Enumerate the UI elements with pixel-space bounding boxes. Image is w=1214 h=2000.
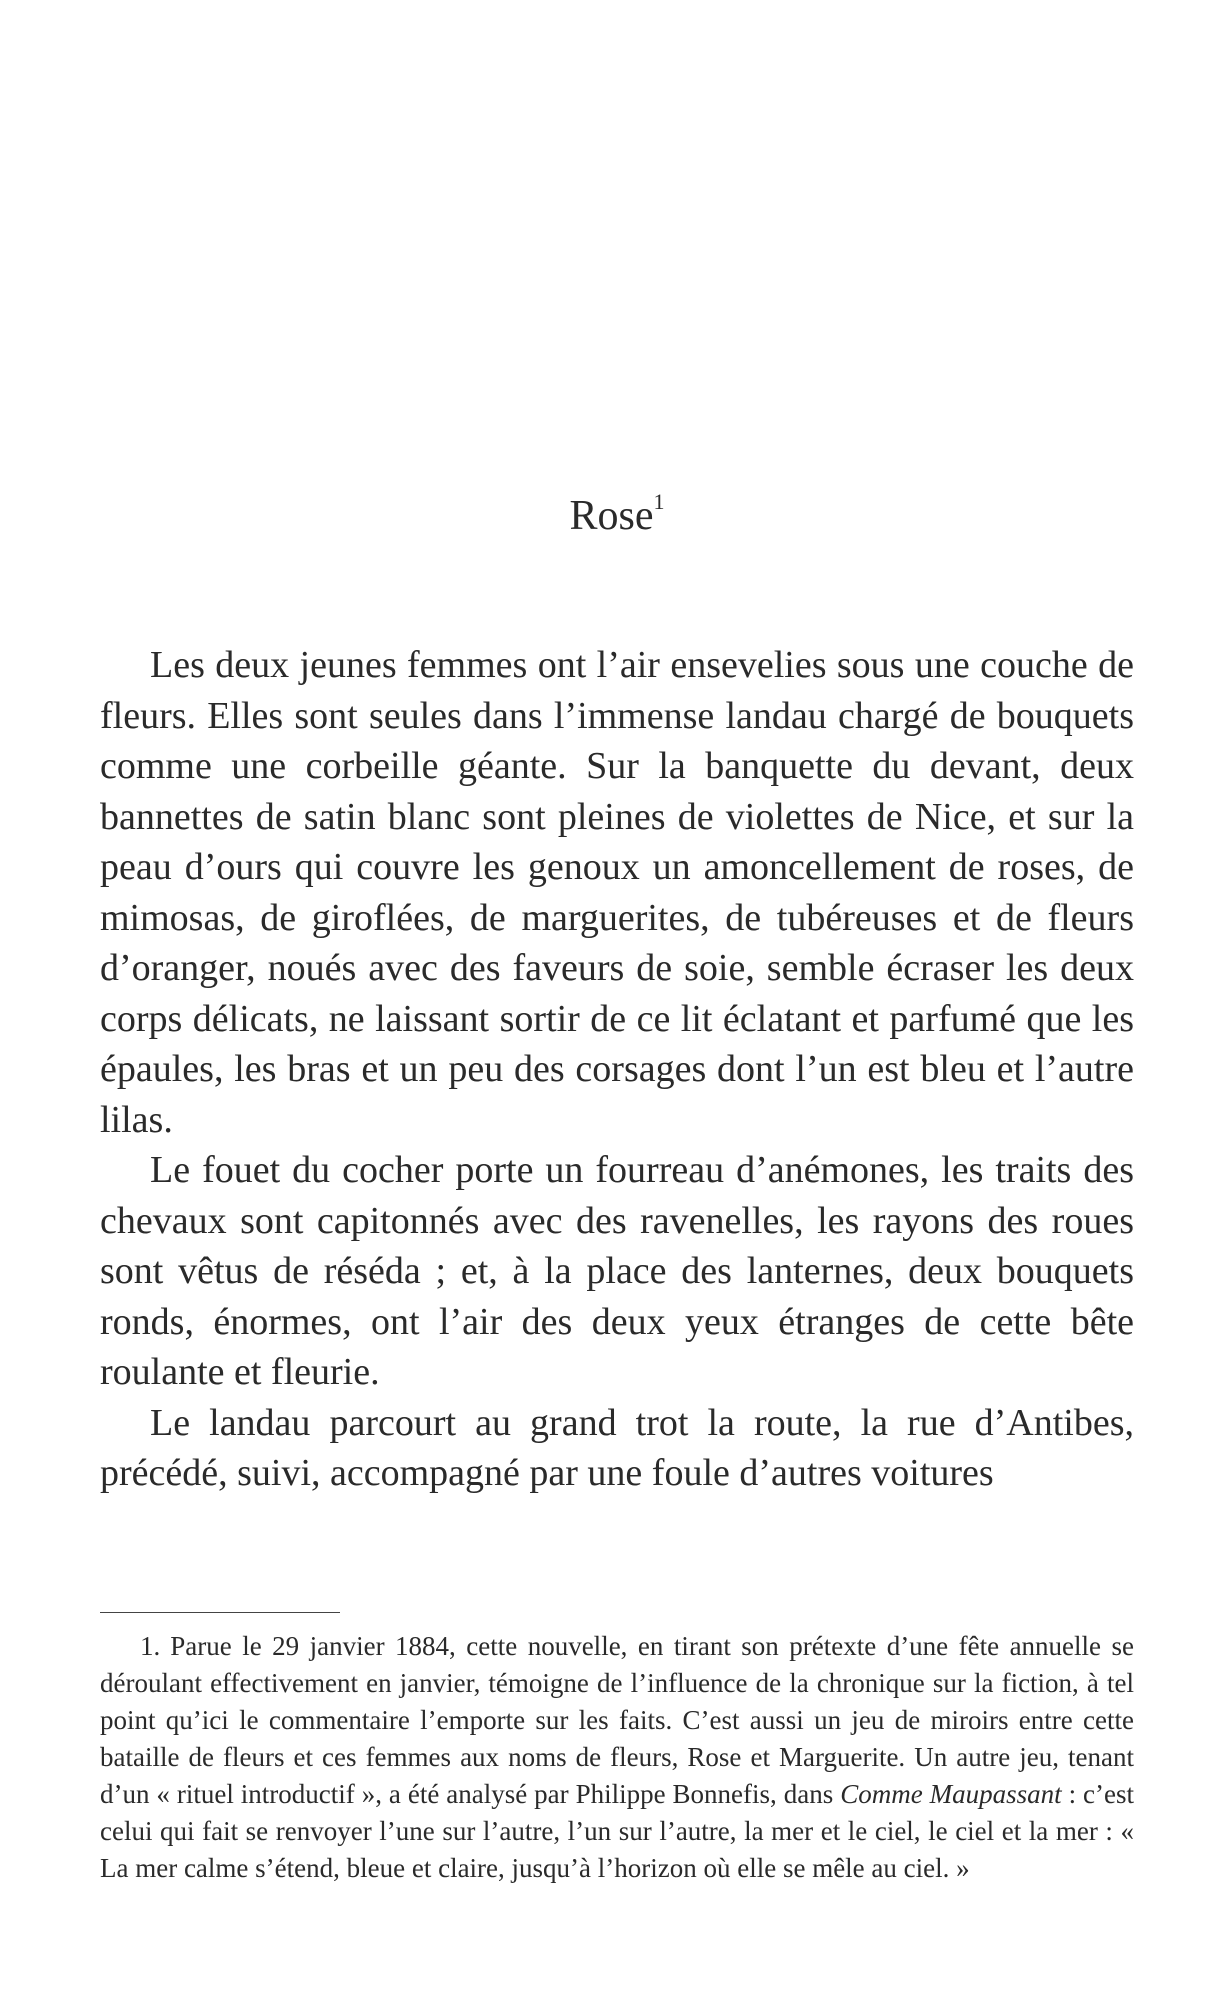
body-text bbox=[100, 640, 1134, 1499]
paragraph-3: Le landau parcourt au grand trot la route, la rue d’Antibes, précédé, suivi, accompagné par une foule d’autres voitures bbox=[100, 1401, 1134, 1494]
footnote-number: 1. bbox=[140, 1631, 161, 1661]
paragraph-2: Le fouet du cocher porte un fourreau d’anémones, les traits des chevaux sont capitonnés avec des ravenelles, les rayons des roues sont vêtus de réséda ; et, à la place des lanternes, deux bouquets ronds, énormes, ont l’air des deux yeux étranges de cette bête roulante et fleurie. bbox=[100, 1149, 1134, 1393]
chapter-title-text: Rose bbox=[569, 493, 654, 539]
footnote-reference: 1 bbox=[653, 489, 665, 514]
chapter-title bbox=[100, 490, 1134, 542]
book-page bbox=[100, 0, 1134, 2000]
footnote-text-start: Parue le 29 janvier 1884, cette nouvelle, en tirant son prétexte d’une fête annuelle se déroulant effectivement en janvier, témoigne de l’influence de la chronique sur la fiction, à tel point qu’ici le commentaire l’emporte sur les faits. C’est aussi un jeu de miroirs entre cette bataille de fleurs et ces femmes aux noms de fleurs, Rose et Marguerite. Un autre jeu, tenant d’un « rituel introductif », a été analysé par Philippe Bonnefis, dans bbox=[100, 1631, 1134, 1809]
footnote-text bbox=[100, 1628, 1134, 1887]
paragraph-1: Les deux jeunes femmes ont l’air ensevelies sous une couche de fleurs. Elles sont seules dans l’immense landau chargé de bouquets comme une corbeille géante. Sur la banquette du devant, deux bannettes de satin blanc sont pleines de violettes de Nice, et sur la peau d’ours qui couvre les genoux un amoncellement de roses, de mimosas, de giroflées, de marguerites, de tubéreuses et de fleurs d’oranger, noués avec des faveurs de soie, semble écraser les deux corps délicats, ne laissant sortir de ce lit éclatant et parfumé que les épaules, les bras et un peu des corsages dont l’un est bleu et l’autre lilas. bbox=[100, 644, 1134, 1141]
footnote bbox=[100, 1628, 1134, 1887]
footnote-book-title: Comme Maupassant bbox=[840, 1779, 1062, 1809]
footnote-divider bbox=[100, 1612, 340, 1613]
footnote-text-end: : c’est celui qui fait se renvoyer l’une sur l’autre, l’un sur l’autre, la mer et le ciel, le ciel et la mer : « La mer calme s’étend, bleue et claire, jusqu’à l’horizon où elle se mêle au ciel. » bbox=[100, 1779, 1135, 1883]
